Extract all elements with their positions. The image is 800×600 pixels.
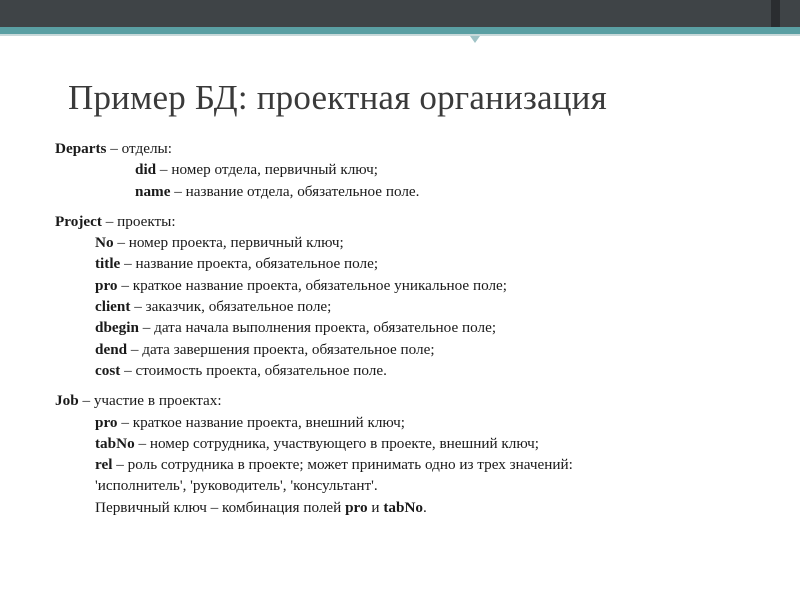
section-heading (55, 138, 785, 159)
field-name: pro (95, 276, 118, 294)
field-line (55, 360, 785, 381)
field-desc: – название проекта, обязательное поле; (120, 255, 379, 273)
field-desc: – номер отдела, первичный ключ; (156, 161, 378, 179)
field-name: client (95, 298, 131, 316)
primary-key-note (55, 497, 785, 518)
field-name: dbegin (95, 319, 139, 337)
note-text: . (423, 498, 427, 516)
field-name: tabNo (383, 498, 424, 516)
entity-name: Project (55, 212, 102, 230)
header-accent-block (771, 0, 780, 27)
field-line (55, 475, 785, 496)
field-name: rel (95, 456, 113, 474)
section-project (55, 211, 785, 381)
field-desc: – краткое название проекта, обязательное уникальное поле; (117, 276, 508, 294)
field-desc: 'исполнитель', 'руководитель', 'консультант'. (95, 477, 378, 495)
field-line (55, 412, 785, 433)
field-desc: – номер сотрудника, участвующего в проекте, внешний ключ; (134, 434, 539, 452)
field-line (55, 253, 785, 274)
field-line (55, 275, 785, 296)
entity-name: Departs (55, 140, 107, 157)
field-line (55, 232, 785, 253)
field-desc: – краткое название проекта, внешний ключ; (117, 413, 406, 431)
field-line (55, 181, 785, 202)
field-name: dend (95, 340, 128, 358)
field-line (55, 317, 785, 338)
field-name: did (135, 161, 157, 179)
entity-desc: – отделы: (106, 140, 172, 157)
field-line (55, 339, 785, 360)
header-arrow-marker (470, 36, 480, 43)
field-name: pro (345, 498, 368, 516)
field-desc: – дата начала выполнения проекта, обязательное поле; (138, 319, 497, 337)
section-departs (55, 138, 785, 202)
field-desc: – название отдела, обязательное поле. (170, 182, 420, 200)
field-name: No (95, 234, 114, 252)
header-stripe (0, 34, 800, 36)
entity-desc: – участие в проектах: (78, 392, 222, 410)
field-line (55, 296, 785, 317)
field-desc: – роль сотрудника в проекте; может принимать одно из трех значений: (112, 456, 573, 474)
note-text: Первичный ключ – комбинация полей (95, 498, 346, 516)
note-text: и (367, 498, 384, 516)
section-job (55, 390, 785, 518)
entity-name: Job (55, 392, 79, 410)
header-bar (0, 0, 800, 27)
field-line (55, 454, 785, 475)
header-teal-band (0, 27, 800, 34)
field-name: pro (95, 413, 118, 431)
section-heading (55, 211, 785, 232)
entity-desc: – проекты: (101, 212, 176, 230)
field-name: title (95, 255, 121, 273)
slide-title: Пример БД: проектная организация (68, 78, 607, 117)
field-desc: – номер проекта, первичный ключ; (113, 234, 344, 252)
slide-body (55, 138, 785, 518)
field-desc: – дата завершения проекта, обязательное поле; (127, 340, 435, 358)
field-desc: – заказчик, обязательное поле; (130, 298, 332, 316)
field-desc: – стоимость проекта, обязательное поле. (120, 361, 387, 379)
field-name: cost (95, 361, 121, 379)
field-name: name (135, 182, 171, 200)
field-line (55, 159, 785, 180)
field-name: tabNo (95, 434, 135, 452)
field-line (55, 433, 785, 454)
section-heading (55, 390, 785, 411)
